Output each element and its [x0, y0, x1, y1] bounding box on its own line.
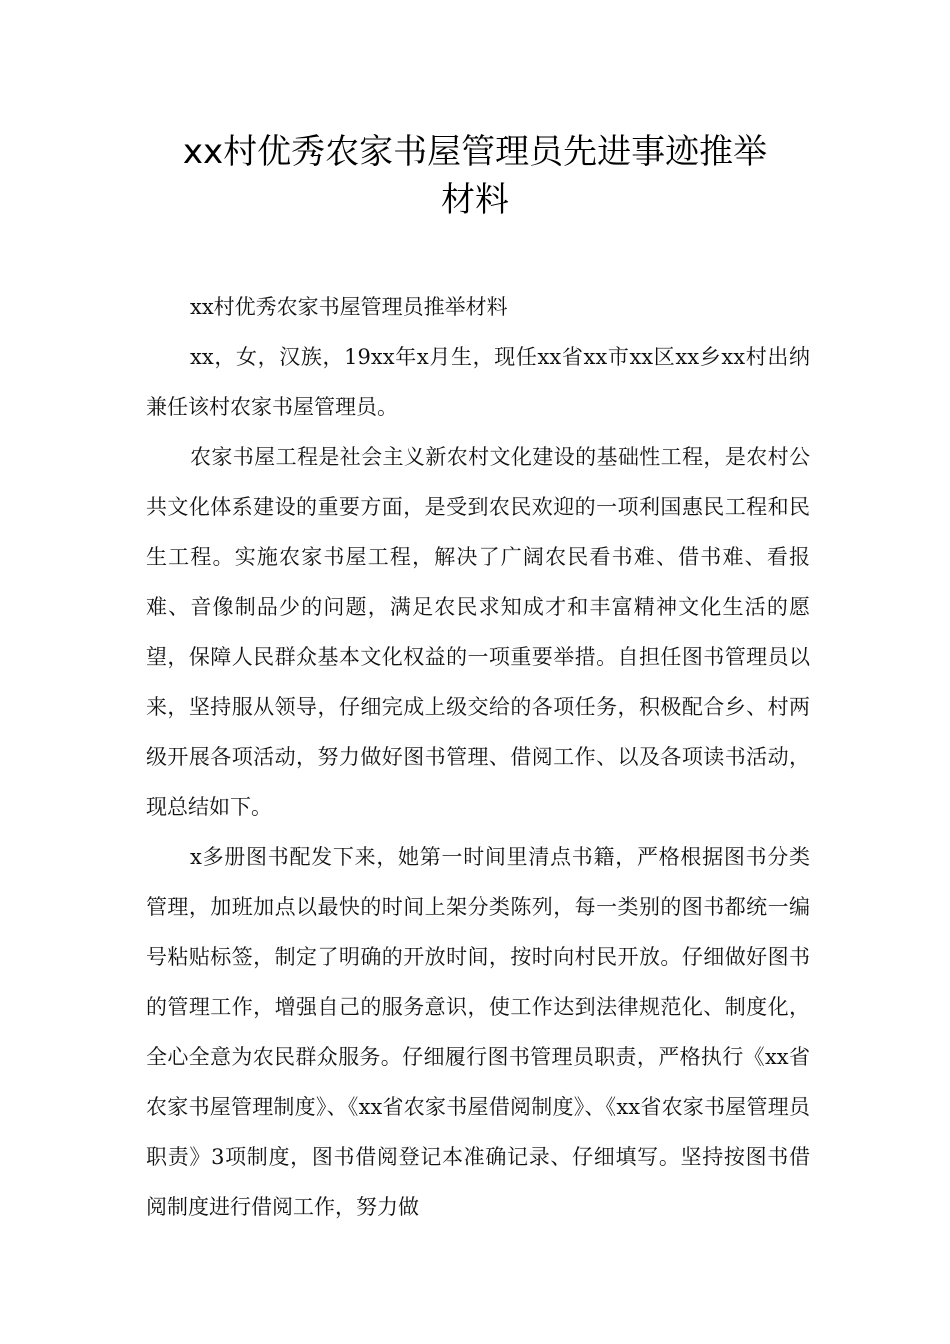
document-title: [140, 128, 810, 224]
document-body: [146, 282, 810, 1232]
paragraph-background: 农家书屋工程是社会主义新农村文化建设的基础性工程，是农村公共文化体系建设的重要方面，是受到农民欢迎的一项利国惠民工程和民生工程。实施农家书屋工程，解决了广阔农民看书难、借书难、看报难、音像制品少的问题，满足农民求知成才和丰富精神文化生活的愿望，保障人民群众基本文化权益的一项重要举措。自担任图书管理员以来，坚持服从领导，仔细完成上级交给的各项任务，积极配合乡、村两级开展各项活动，努力做好图书管理、借阅工作、以及各项读书活动，现总结如下。: [146, 445, 810, 819]
paragraph-subtitle: xx村优秀农家书屋管理员推举材料: [190, 295, 508, 319]
document-title-line-2: 材料: [441, 180, 509, 220]
paragraph-work-details: x多册图书配发下来，她第一时间里清点书籍，严格根据图书分类管理，加班加点以最快的时间上架分类陈列，每一类别的图书都统一编号粘贴标签，制定了明确的开放时间，按时向村民开放。仔细做好图书的管理工作，增强自己的服务意识，使工作达到法律规范化、制度化，全心全意为农民群众服务。仔细履行图书管理员职责，严格执行《xx省农家书屋管理制度》、《xx省农家书屋借阅制度》、《xx省农家书屋管理员职责》3项制度，图书借阅登记本准确记录、仔细填写。坚持按图书借阅制度进行借阅工作，努力做: [146, 845, 810, 1219]
document-title-line-1: xx村优秀农家书屋管理员先进事迹推举: [182, 132, 768, 172]
paragraph-profile: xx，女，汉族，19xx年x月生，现任xx省xx市xx区xx乡xx村出纳兼任该村农家书屋管理员。: [146, 345, 810, 419]
